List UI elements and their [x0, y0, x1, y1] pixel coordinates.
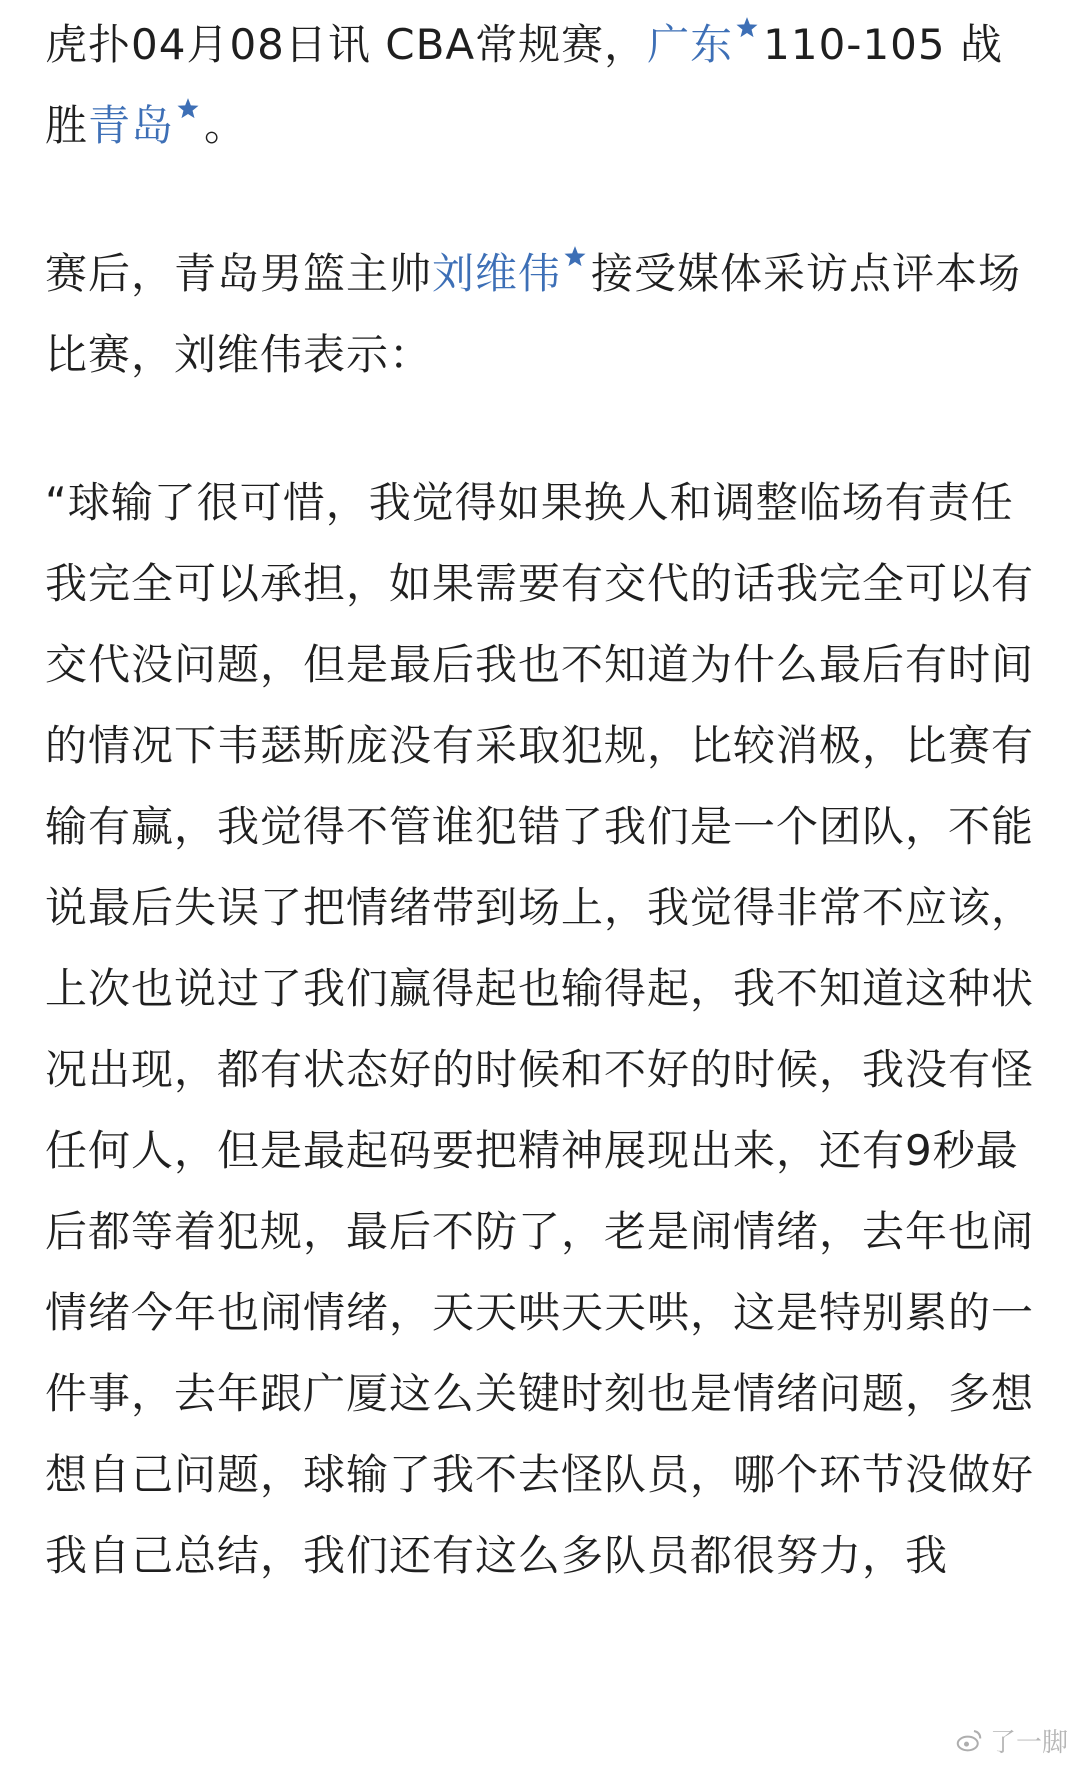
intro-text-1: 虎扑04月08日讯 CBA常规赛， [45, 20, 648, 69]
intro-end: 。 [204, 101, 248, 150]
star-icon [734, 15, 760, 41]
star-icon [562, 244, 588, 270]
coach-text-1: 赛后，青岛男篮主帅 [45, 249, 433, 298]
weibo-watermark [954, 1722, 1068, 1759]
coach-link-liuweiwei[interactable]: 刘维伟 [432, 249, 591, 298]
team-link-qingdao[interactable]: 青岛 [88, 101, 204, 150]
paragraph-quote: “球输了很可惜，我觉得如果换人和调整临场有责任我完全可以承担，如果需要有交代的话我完全可以有交代没问题，但是最后我也不知道为什么最后有时间的情况下韦瑟斯庞没有采取犯规，比较消极，比赛有输有赢，我觉得不管谁犯错了我们是一个团队，不能说最后失误了把情绪带到场上，我觉得非常不应该，上次也说过了我们赢得起也输得起，我不知道这种状况出现，都有状态好的时候和不好的时候，我没有怪任何人，但是最起码要把精神展现出来，还有9秒最后都等着犯规，最后不防了，老是闹情绪，去年也闹情绪今年也闹情绪，天天哄天天哄，这是特别累的一件事，去年跟广厦这么关键时刻也是情绪问题，多想想自己问题，球输了我不去怪队员，哪个环节没做好我自己总结，我们还有这么多队员都很努力，我 [45, 478, 1035, 1580]
score-text: 110-105 战胜 [45, 20, 1003, 150]
weibo-icon [954, 1726, 984, 1756]
coach-text-2: 接受媒体采访点评本场比赛，刘维伟表示： [45, 249, 1022, 379]
paragraph-intro [45, 4, 1035, 166]
watermark-text: 了一脚 [989, 1728, 1068, 1758]
team-link-guangdong[interactable]: 广东 [647, 20, 763, 69]
paragraph-coach [45, 233, 1035, 395]
article-body [45, 0, 1035, 1596]
star-icon [175, 96, 201, 122]
